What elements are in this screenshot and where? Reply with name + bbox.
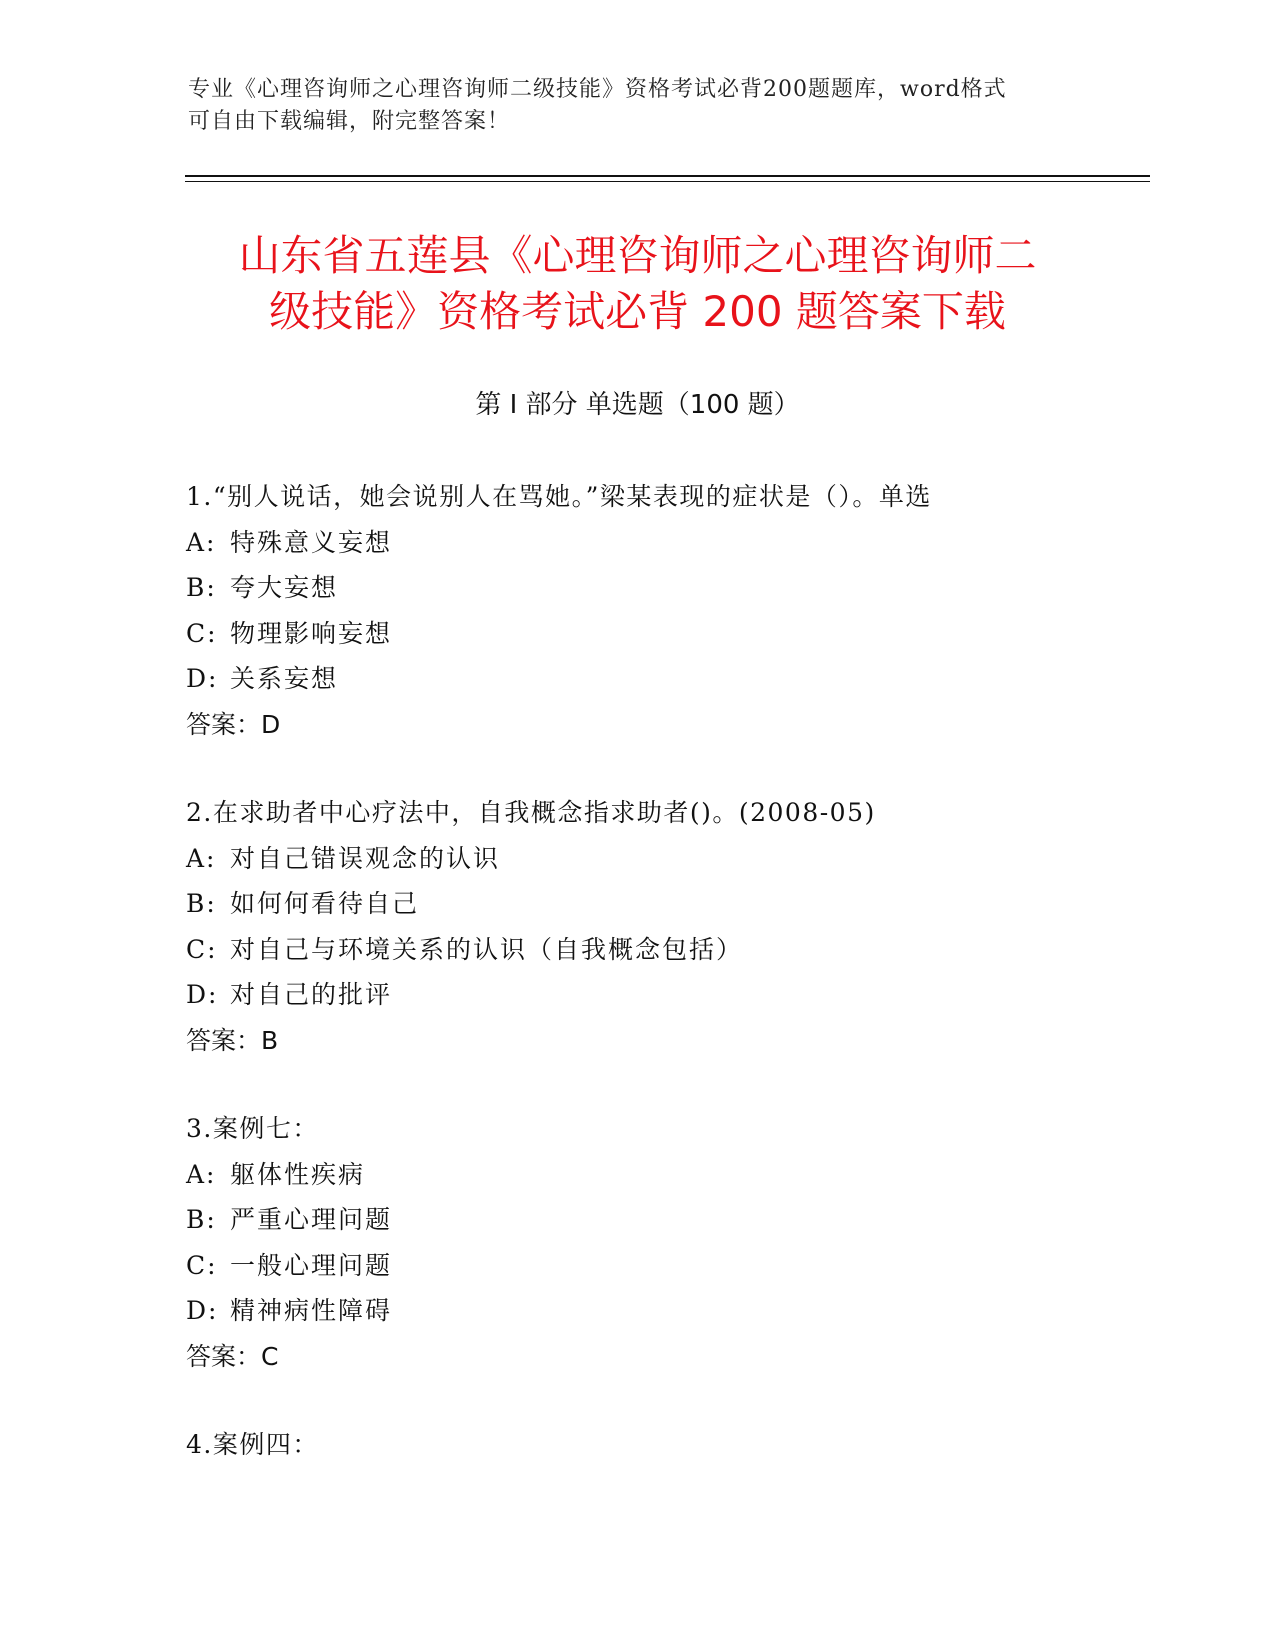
answer: 答案：D — [186, 709, 281, 739]
option-text: 对自己的批评 — [230, 980, 393, 1009]
header-divider-thick — [185, 175, 1150, 177]
option-key: A: — [186, 843, 217, 873]
option-text: 如何何看待自己 — [230, 889, 420, 918]
option-b — [186, 565, 1086, 611]
option-key: D: — [186, 980, 219, 1009]
option-key: A: — [186, 527, 217, 557]
option-a — [186, 1152, 1086, 1198]
question-stem: 1.“别人说话，她会说别人在骂她。”梁某表现的症状是（）。单选 — [186, 482, 932, 511]
option-text: 对自己与环境关系的认识（自我概念包括） — [230, 934, 744, 964]
option-text: 对自己错误观念的认识 — [230, 843, 501, 873]
option-text: 躯体性疾病 — [230, 1159, 366, 1189]
question-1 — [186, 474, 1086, 747]
option-text: 夸大妄想 — [230, 573, 339, 602]
option-c — [186, 927, 1086, 973]
option-key: C: — [186, 1250, 218, 1280]
option-key: C: — [186, 934, 218, 964]
header-note-line-1: 专业《心理咨询师之心理咨询师二级技能》资格考试必背200题题库，word格式 — [188, 77, 1007, 102]
option-c — [186, 611, 1086, 657]
option-d — [186, 1288, 1086, 1334]
option-text: 一般心理问题 — [230, 1250, 393, 1280]
option-c — [186, 1243, 1086, 1289]
question-stem: 4.案例四： — [186, 1430, 319, 1459]
option-text: 精神病性障碍 — [230, 1296, 393, 1325]
option-text: 严重心理问题 — [230, 1205, 393, 1234]
option-key: B: — [186, 1205, 217, 1234]
answer: 答案：B — [186, 1025, 279, 1055]
option-b — [186, 881, 1086, 927]
option-key: A: — [186, 1159, 217, 1189]
option-key: B: — [186, 889, 217, 918]
option-key: D: — [186, 1296, 219, 1325]
question-4 — [186, 1422, 1086, 1468]
header-note-line-2: 可自由下载编辑，附完整答案！ — [188, 109, 511, 134]
document-title — [150, 228, 1125, 340]
question-list — [186, 474, 1086, 1511]
section-title: 第 I 部分 单选题（100 题） — [475, 390, 800, 420]
option-key: D: — [186, 664, 219, 693]
question-stem: 3.案例七： — [186, 1114, 319, 1143]
document-title-line-1: 山东省五莲县《心理咨询师之心理咨询师二 — [238, 231, 1037, 280]
option-a — [186, 836, 1086, 882]
option-key: C: — [186, 618, 218, 648]
header-divider-thin — [185, 181, 1150, 182]
option-text: 物理影响妄想 — [230, 618, 393, 648]
document-title-line-2: 级技能》资格考试必背 200 题答案下载 — [269, 287, 1006, 336]
question-3 — [186, 1106, 1086, 1379]
question-2 — [186, 790, 1086, 1063]
question-stem: 2.在求助者中心疗法中，自我概念指求助者()。(2008-05) — [186, 798, 876, 827]
option-d — [186, 656, 1086, 702]
option-d — [186, 972, 1086, 1018]
header-note — [188, 74, 1088, 138]
option-b — [186, 1197, 1086, 1243]
option-text: 关系妄想 — [230, 664, 339, 693]
option-a — [186, 520, 1086, 566]
option-text: 特殊意义妄想 — [230, 527, 393, 557]
answer: 答案：C — [186, 1341, 279, 1371]
option-key: B: — [186, 573, 217, 602]
